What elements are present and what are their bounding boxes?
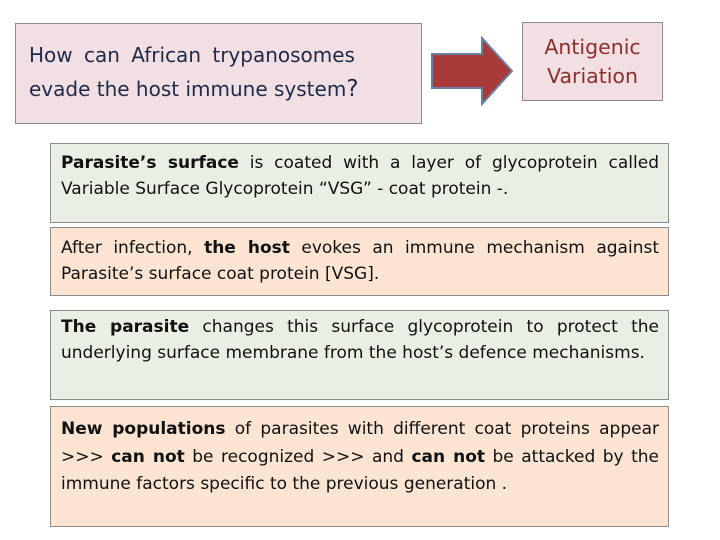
new-bold-text-3: can not [411, 446, 486, 467]
question-line-2 [29, 72, 421, 106]
vsg-paragraph [50, 143, 669, 223]
question-box [15, 23, 422, 124]
host-paragraph [50, 227, 669, 296]
new-bold-text-1: New populations [61, 419, 226, 439]
answer-line-1: Antigenic [544, 35, 641, 59]
vsg-bold-text: Parasite’s surface [61, 153, 239, 173]
vsg-text: is coated with a layer of glycoprotein called Variable Surface Glycoprotein “VSG” - coat protein -. [61, 153, 659, 199]
parasite-change-paragraph [50, 310, 669, 400]
new-text-1: of parasites with different coat proteins appear >>> [61, 419, 660, 467]
question-mark: ? [346, 76, 359, 102]
question-line-1: How can African trypanosomes [29, 43, 355, 67]
answer-box [522, 22, 663, 101]
answer-line-2: Variation [547, 64, 638, 88]
new-bold-text-2: can not [111, 446, 185, 467]
host-text: evokes an immune mechanism against Parasite’s surface coat protein [VSG]. [61, 238, 659, 284]
right-arrow-icon [430, 36, 514, 106]
host-bold-text: the host [204, 238, 290, 258]
change-text: changes this surface glycoprotein to protect the underlying surface membrane from the host’s defence mechanisms. [61, 317, 659, 363]
new-text-3: be attacked by the immune factors specific to the previous generation . [61, 446, 659, 494]
host-pre-text: After infection, [61, 238, 205, 258]
new-populations-paragraph [50, 406, 669, 527]
change-bold-text: The parasite [61, 317, 190, 337]
question-line-2-text: evade the host immune system [29, 77, 347, 101]
new-text-2: be recognized >>> and [184, 446, 412, 467]
